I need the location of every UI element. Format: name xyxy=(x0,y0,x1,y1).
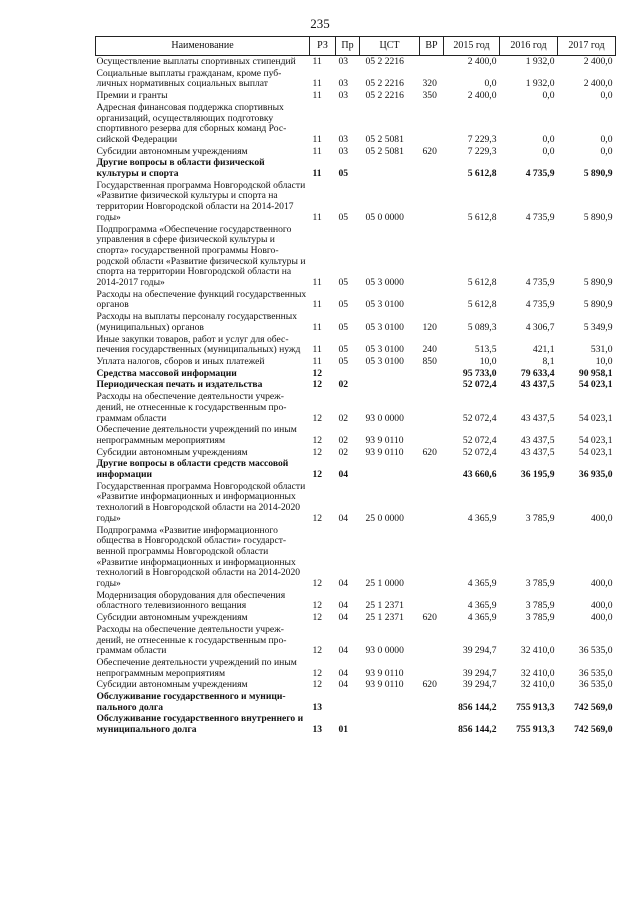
row-pr: 03 xyxy=(338,90,349,102)
row-value-2015: 39 294,7 xyxy=(462,679,497,691)
row-value-2016: 32 410,0 xyxy=(520,679,555,691)
row-vr xyxy=(420,180,444,224)
row-value-2015: 856 144,2 xyxy=(458,701,497,713)
row-rz: 12 xyxy=(312,645,323,657)
table-row xyxy=(96,102,616,146)
row-pr: 04 xyxy=(338,578,349,590)
table-row xyxy=(96,691,616,713)
row-pr: 04 xyxy=(338,469,349,481)
row-name: Иные закупки товаров, работ и услуг для обеспечения государственных (муниципальных) нужд xyxy=(96,333,301,356)
row-value-2016: 0,0 xyxy=(542,90,555,102)
row-rz: 11 xyxy=(312,78,322,90)
row-value-2016: 4 735,9 xyxy=(525,277,555,289)
row-value-2017: 400,0 xyxy=(590,578,613,590)
row-pr: 05 xyxy=(338,344,349,356)
row-rz: 12 xyxy=(312,578,323,590)
header-2016: 2016 год xyxy=(500,37,558,56)
row-cst: 05 3 0100 xyxy=(365,355,404,367)
row-rz: 12 xyxy=(312,367,323,379)
row-pr: 05 xyxy=(338,321,349,333)
row-name: Расходы на обеспечение функций государственных органов xyxy=(96,288,307,311)
row-vr xyxy=(420,424,444,446)
row-value-2015: 52 072,4 xyxy=(462,412,497,424)
row-cst xyxy=(360,691,420,713)
row-rz: 12 xyxy=(312,600,323,612)
table-row xyxy=(96,624,616,657)
row-vr xyxy=(420,56,444,68)
row-rz: 11 xyxy=(312,355,322,367)
row-vr xyxy=(420,713,444,735)
row-value-2015: 856 144,2 xyxy=(458,724,497,736)
row-value-2015: 7 229,3 xyxy=(467,145,497,157)
row-pr: 05 xyxy=(338,355,349,367)
row-value-2016: 3 785,9 xyxy=(525,512,555,524)
row-pr: 05 xyxy=(338,211,349,223)
row-pr: 02 xyxy=(338,379,349,391)
table-row xyxy=(96,391,616,424)
row-value-2016: 1 932,0 xyxy=(525,56,555,67)
table-row xyxy=(96,590,616,612)
table-row xyxy=(96,68,616,90)
row-name: Другие вопросы в области средств массовой информации xyxy=(96,458,289,481)
row-cst: 93 0 0000 xyxy=(365,412,404,424)
row-value-2015: 7 229,3 xyxy=(467,133,497,145)
row-vr xyxy=(420,624,444,657)
row-rz: 12 xyxy=(312,446,323,458)
row-value-2016: 3 785,9 xyxy=(525,612,555,624)
row-cst: 05 3 0000 xyxy=(365,277,404,289)
row-pr: 02 xyxy=(338,434,349,446)
table-row xyxy=(96,713,616,735)
row-value-2017: 5 890,9 xyxy=(583,299,613,311)
row-value-2015: 5 612,8 xyxy=(467,299,497,311)
row-pr: 04 xyxy=(338,612,349,624)
header-rz: РЗ xyxy=(310,37,336,56)
row-vr xyxy=(420,379,444,391)
table-row xyxy=(96,525,616,590)
row-cst xyxy=(360,379,420,391)
row-pr: 04 xyxy=(338,645,349,657)
row-rz: 12 xyxy=(312,434,323,446)
row-pr: 04 xyxy=(338,600,349,612)
table-row xyxy=(96,157,616,179)
row-cst xyxy=(360,458,420,480)
row-value-2017: 5 349,9 xyxy=(583,321,613,333)
row-value-2016: 3 785,9 xyxy=(525,578,555,590)
table-row xyxy=(96,424,616,446)
row-value-2016: 4 306,7 xyxy=(525,321,555,333)
row-rz: 11 xyxy=(312,321,322,333)
row-vr xyxy=(420,368,444,380)
table-row xyxy=(96,368,616,380)
row-cst: 05 0 0000 xyxy=(365,211,404,223)
row-vr xyxy=(420,391,444,424)
row-vr xyxy=(420,157,444,179)
row-value-2015: 2 400,0 xyxy=(467,90,497,102)
row-name: Обеспечение деятельности учреждений по иным непрограммным мероприятиям xyxy=(96,424,297,446)
row-value-2016: 4 735,9 xyxy=(525,168,555,180)
row-pr xyxy=(336,691,360,713)
row-name: Периодическая печать и издательства xyxy=(96,379,263,391)
row-name: Адресная финансовая поддержка спортивных организаций, осуществляющих подготовку спортивного резерва для сборных команд Российской Федерации xyxy=(96,101,287,145)
row-value-2015: 4 365,9 xyxy=(467,600,497,612)
page-number: 235 xyxy=(310,16,330,31)
row-rz: 12 xyxy=(312,469,323,481)
row-value-2017: 36 535,0 xyxy=(578,667,613,679)
row-value-2016: 43 437,5 xyxy=(520,446,555,458)
row-name: Субсидии автономным учреждениям xyxy=(96,446,248,458)
row-value-2017: 2 400,0 xyxy=(583,78,613,90)
row-value-2017: 90 958,1 xyxy=(578,367,613,379)
row-vr: 850 xyxy=(422,355,437,367)
row-value-2015: 43 660,6 xyxy=(462,469,497,481)
row-name: Подпрограмма «Обеспечение государственного управления в сфере физической культуры и спорта» государственной программы Новгородской области «Развитие физической культуры и спорта на территории Новгородской области на 2014-2017 годы» xyxy=(96,223,306,289)
row-vr: 350 xyxy=(422,90,437,102)
row-rz: 11 xyxy=(312,133,322,145)
row-cst xyxy=(360,157,420,179)
row-value-2016: 8,1 xyxy=(542,355,555,367)
row-vr: 120 xyxy=(422,321,437,333)
header-pr: Пр xyxy=(336,37,360,56)
row-vr xyxy=(420,590,444,612)
row-vr: 240 xyxy=(422,344,437,356)
row-vr xyxy=(420,525,444,590)
row-vr xyxy=(420,102,444,146)
header-2017: 2017 год xyxy=(558,37,616,56)
row-value-2015: 52 072,4 xyxy=(462,379,497,391)
row-rz: 12 xyxy=(312,667,323,679)
row-rz: 11 xyxy=(312,145,322,157)
header-row xyxy=(96,37,616,56)
row-name: Другие вопросы в области физической культуры и спорта xyxy=(96,157,265,180)
row-name: Расходы на обеспечение деятельности учреждений, не отнесенные к государственным программам области xyxy=(96,391,287,424)
row-name: Обслуживание государственного и муниципального долга xyxy=(96,691,286,713)
row-value-2015: 52 072,4 xyxy=(462,446,497,458)
table-row xyxy=(96,356,616,368)
row-rz: 13 xyxy=(312,724,323,736)
row-rz: 12 xyxy=(312,512,323,524)
row-cst xyxy=(360,713,420,735)
row-vr xyxy=(420,691,444,713)
row-value-2015: 4 365,9 xyxy=(467,512,497,524)
row-pr: 04 xyxy=(338,512,349,524)
row-pr: 04 xyxy=(338,679,349,691)
row-value-2017: 2 400,0 xyxy=(583,56,613,67)
row-pr: 02 xyxy=(338,446,349,458)
row-rz: 11 xyxy=(312,56,322,67)
row-rz: 11 xyxy=(312,277,322,289)
row-name: Субсидии автономным учреждениям xyxy=(96,145,248,157)
row-vr xyxy=(420,458,444,480)
row-vr: 620 xyxy=(422,612,437,624)
row-name: Субсидии автономным учреждениям xyxy=(96,612,248,624)
table-body xyxy=(96,56,616,736)
row-rz: 11 xyxy=(312,344,322,356)
row-value-2016: 32 410,0 xyxy=(520,645,555,657)
row-value-2015: 2 400,0 xyxy=(467,56,497,67)
row-rz: 11 xyxy=(312,299,322,311)
table-row xyxy=(96,146,616,158)
row-vr: 620 xyxy=(422,446,437,458)
row-value-2017: 0,0 xyxy=(600,133,613,145)
row-value-2015: 5 612,8 xyxy=(467,277,497,289)
row-vr: 620 xyxy=(422,679,437,691)
row-value-2016: 0,0 xyxy=(542,133,555,145)
row-value-2016: 79 633,4 xyxy=(520,367,555,379)
row-cst: 93 9 0110 xyxy=(365,434,404,446)
row-cst xyxy=(360,368,420,380)
header-name: Наименование xyxy=(96,37,310,56)
table-row xyxy=(96,180,616,224)
row-cst: 93 9 0110 xyxy=(365,667,404,679)
row-value-2017: 0,0 xyxy=(600,90,613,102)
row-value-2016: 3 785,9 xyxy=(525,600,555,612)
row-value-2017: 400,0 xyxy=(590,600,613,612)
table-header xyxy=(96,37,616,56)
row-name: Расходы на выплаты персоналу государственных (муниципальных) органов xyxy=(96,311,298,333)
row-name: Подпрограмма «Развитие информационного общества в Новгородской области» государственной программы Новгородской области «Развитие информационных и информационных технологий в Новгородской области на 2014-2020 годы» xyxy=(96,524,301,590)
row-pr xyxy=(336,368,360,380)
row-value-2017: 10,0 xyxy=(595,355,613,367)
table-row xyxy=(96,334,616,356)
table-row xyxy=(96,458,616,480)
row-value-2015: 4 365,9 xyxy=(467,612,497,624)
row-rz: 12 xyxy=(312,379,323,391)
row-pr: 04 xyxy=(338,667,349,679)
row-cst: 05 2 5081 xyxy=(365,145,404,157)
row-name: Уплата налогов, сборов и иных платежей xyxy=(96,355,265,367)
row-value-2017: 36 535,0 xyxy=(578,679,613,691)
row-pr: 05 xyxy=(338,277,349,289)
row-cst: 05 3 0100 xyxy=(365,321,404,333)
row-value-2017: 54 023,1 xyxy=(578,412,613,424)
row-value-2015: 95 733,0 xyxy=(462,367,497,379)
row-name: Обеспечение деятельности учреждений по иным непрограммным мероприятиям xyxy=(96,656,297,679)
row-value-2017: 54 023,1 xyxy=(578,446,613,458)
row-value-2015: 0,0 xyxy=(484,78,497,90)
row-value-2015: 39 294,7 xyxy=(462,645,497,657)
row-pr: 03 xyxy=(338,78,349,90)
row-cst: 05 3 0100 xyxy=(365,299,404,311)
row-value-2017: 400,0 xyxy=(590,612,613,624)
row-value-2016: 36 195,9 xyxy=(520,469,555,481)
row-value-2017: 36 935,0 xyxy=(578,469,613,481)
row-name: Государственная программа Новгородской области «Развитие информационных и информационных технологий в Новгородской области на 2014-2020 годы» xyxy=(96,480,306,524)
row-cst: 93 0 0000 xyxy=(365,645,404,657)
row-value-2015: 5 612,8 xyxy=(467,168,497,180)
row-value-2016: 32 410,0 xyxy=(520,667,555,679)
header-vr: ВР xyxy=(420,37,444,56)
row-value-2017: 400,0 xyxy=(590,512,613,524)
row-pr: 02 xyxy=(338,412,349,424)
row-value-2015: 4 365,9 xyxy=(467,578,497,590)
row-value-2017: 36 535,0 xyxy=(578,645,613,657)
row-cst: 93 9 0110 xyxy=(365,679,404,691)
table-row xyxy=(96,481,616,525)
table-row xyxy=(96,612,616,624)
row-rz: 12 xyxy=(312,679,323,691)
row-cst: 05 2 2216 xyxy=(365,90,404,102)
table-row xyxy=(96,90,616,102)
table-row xyxy=(96,56,616,68)
row-value-2015: 39 294,7 xyxy=(462,667,497,679)
row-name: Обслуживание государственного внутреннего и муниципального долга xyxy=(96,713,304,736)
row-name: Модернизация оборудования для обеспечения областного телевизионного вещания xyxy=(96,589,286,612)
budget-table xyxy=(95,36,616,736)
row-value-2016: 0,0 xyxy=(542,145,555,157)
row-value-2017: 0,0 xyxy=(600,145,613,157)
row-cst: 05 3 0100 xyxy=(365,344,404,356)
row-value-2016: 43 437,5 xyxy=(520,434,555,446)
row-vr: 620 xyxy=(422,145,437,157)
row-name: Средства массовой информации xyxy=(96,367,237,379)
table-row xyxy=(96,224,616,289)
row-value-2015: 5 089,3 xyxy=(467,321,497,333)
row-pr: 05 xyxy=(338,168,349,180)
row-rz: 12 xyxy=(312,412,323,424)
header-2015: 2015 год xyxy=(444,37,500,56)
row-vr: 320 xyxy=(422,78,437,90)
row-cst: 05 2 2216 xyxy=(365,78,404,90)
row-value-2017: 742 569,0 xyxy=(574,701,613,713)
row-value-2016: 4 735,9 xyxy=(525,211,555,223)
row-value-2016: 43 437,5 xyxy=(520,379,555,391)
table-row xyxy=(96,679,616,691)
row-name: Премии и гранты xyxy=(96,90,168,102)
table-row xyxy=(96,311,616,333)
row-vr xyxy=(420,657,444,679)
row-rz: 11 xyxy=(312,168,322,180)
row-value-2016: 421,1 xyxy=(532,344,555,356)
row-name: Осуществление выплаты спортивных стипендий xyxy=(96,56,296,67)
row-name: Субсидии автономным учреждениям xyxy=(96,679,248,691)
row-pr: 03 xyxy=(338,145,349,157)
row-value-2016: 755 913,3 xyxy=(516,724,555,736)
row-rz: 11 xyxy=(312,90,322,102)
row-vr xyxy=(420,289,444,311)
header-cst: ЦСТ xyxy=(360,37,420,56)
row-value-2015: 5 612,8 xyxy=(467,211,497,223)
row-pr: 03 xyxy=(338,133,349,145)
row-vr xyxy=(420,224,444,289)
table-row xyxy=(96,289,616,311)
row-value-2015: 52 072,4 xyxy=(462,434,497,446)
row-cst: 25 1 2371 xyxy=(365,612,404,624)
row-rz: 11 xyxy=(312,211,322,223)
row-value-2017: 5 890,9 xyxy=(583,277,613,289)
row-value-2017: 54 023,1 xyxy=(578,434,613,446)
row-value-2017: 5 890,9 xyxy=(583,168,613,180)
row-pr: 01 xyxy=(338,724,349,736)
row-pr: 05 xyxy=(338,299,349,311)
row-cst: 93 9 0110 xyxy=(365,446,404,458)
row-name: Социальные выплаты гражданам, кроме публичных нормативных социальных выплат xyxy=(96,67,282,90)
row-name: Государственная программа Новгородской области «Развитие физической культуры и спорта на территории Новгородской области на 2014-2017 годы» xyxy=(96,179,306,223)
row-rz: 13 xyxy=(312,701,323,713)
row-value-2015: 513,5 xyxy=(474,344,497,356)
row-cst: 05 2 2216 xyxy=(365,56,404,67)
row-pr: 03 xyxy=(338,56,349,67)
row-value-2015: 10,0 xyxy=(479,355,497,367)
row-value-2016: 1 932,0 xyxy=(525,78,555,90)
row-rz: 12 xyxy=(312,612,323,624)
row-cst: 05 2 5081 xyxy=(365,133,404,145)
row-value-2017: 54 023,1 xyxy=(578,379,613,391)
row-name: Расходы на обеспечение деятельности учреждений, не отнесенные к государственным программам области xyxy=(96,623,287,657)
table-row xyxy=(96,379,616,391)
table-row xyxy=(96,657,616,679)
row-value-2016: 755 913,3 xyxy=(516,701,555,713)
row-cst: 25 0 0000 xyxy=(365,512,404,524)
row-value-2017: 5 890,9 xyxy=(583,211,613,223)
row-cst: 25 1 2371 xyxy=(365,600,404,612)
row-value-2017: 742 569,0 xyxy=(574,724,613,736)
row-value-2017: 531,0 xyxy=(590,344,613,356)
row-cst: 25 1 0000 xyxy=(365,578,404,590)
row-value-2016: 43 437,5 xyxy=(520,412,555,424)
table-row xyxy=(96,447,616,459)
row-value-2016: 4 735,9 xyxy=(525,299,555,311)
row-vr xyxy=(420,481,444,525)
